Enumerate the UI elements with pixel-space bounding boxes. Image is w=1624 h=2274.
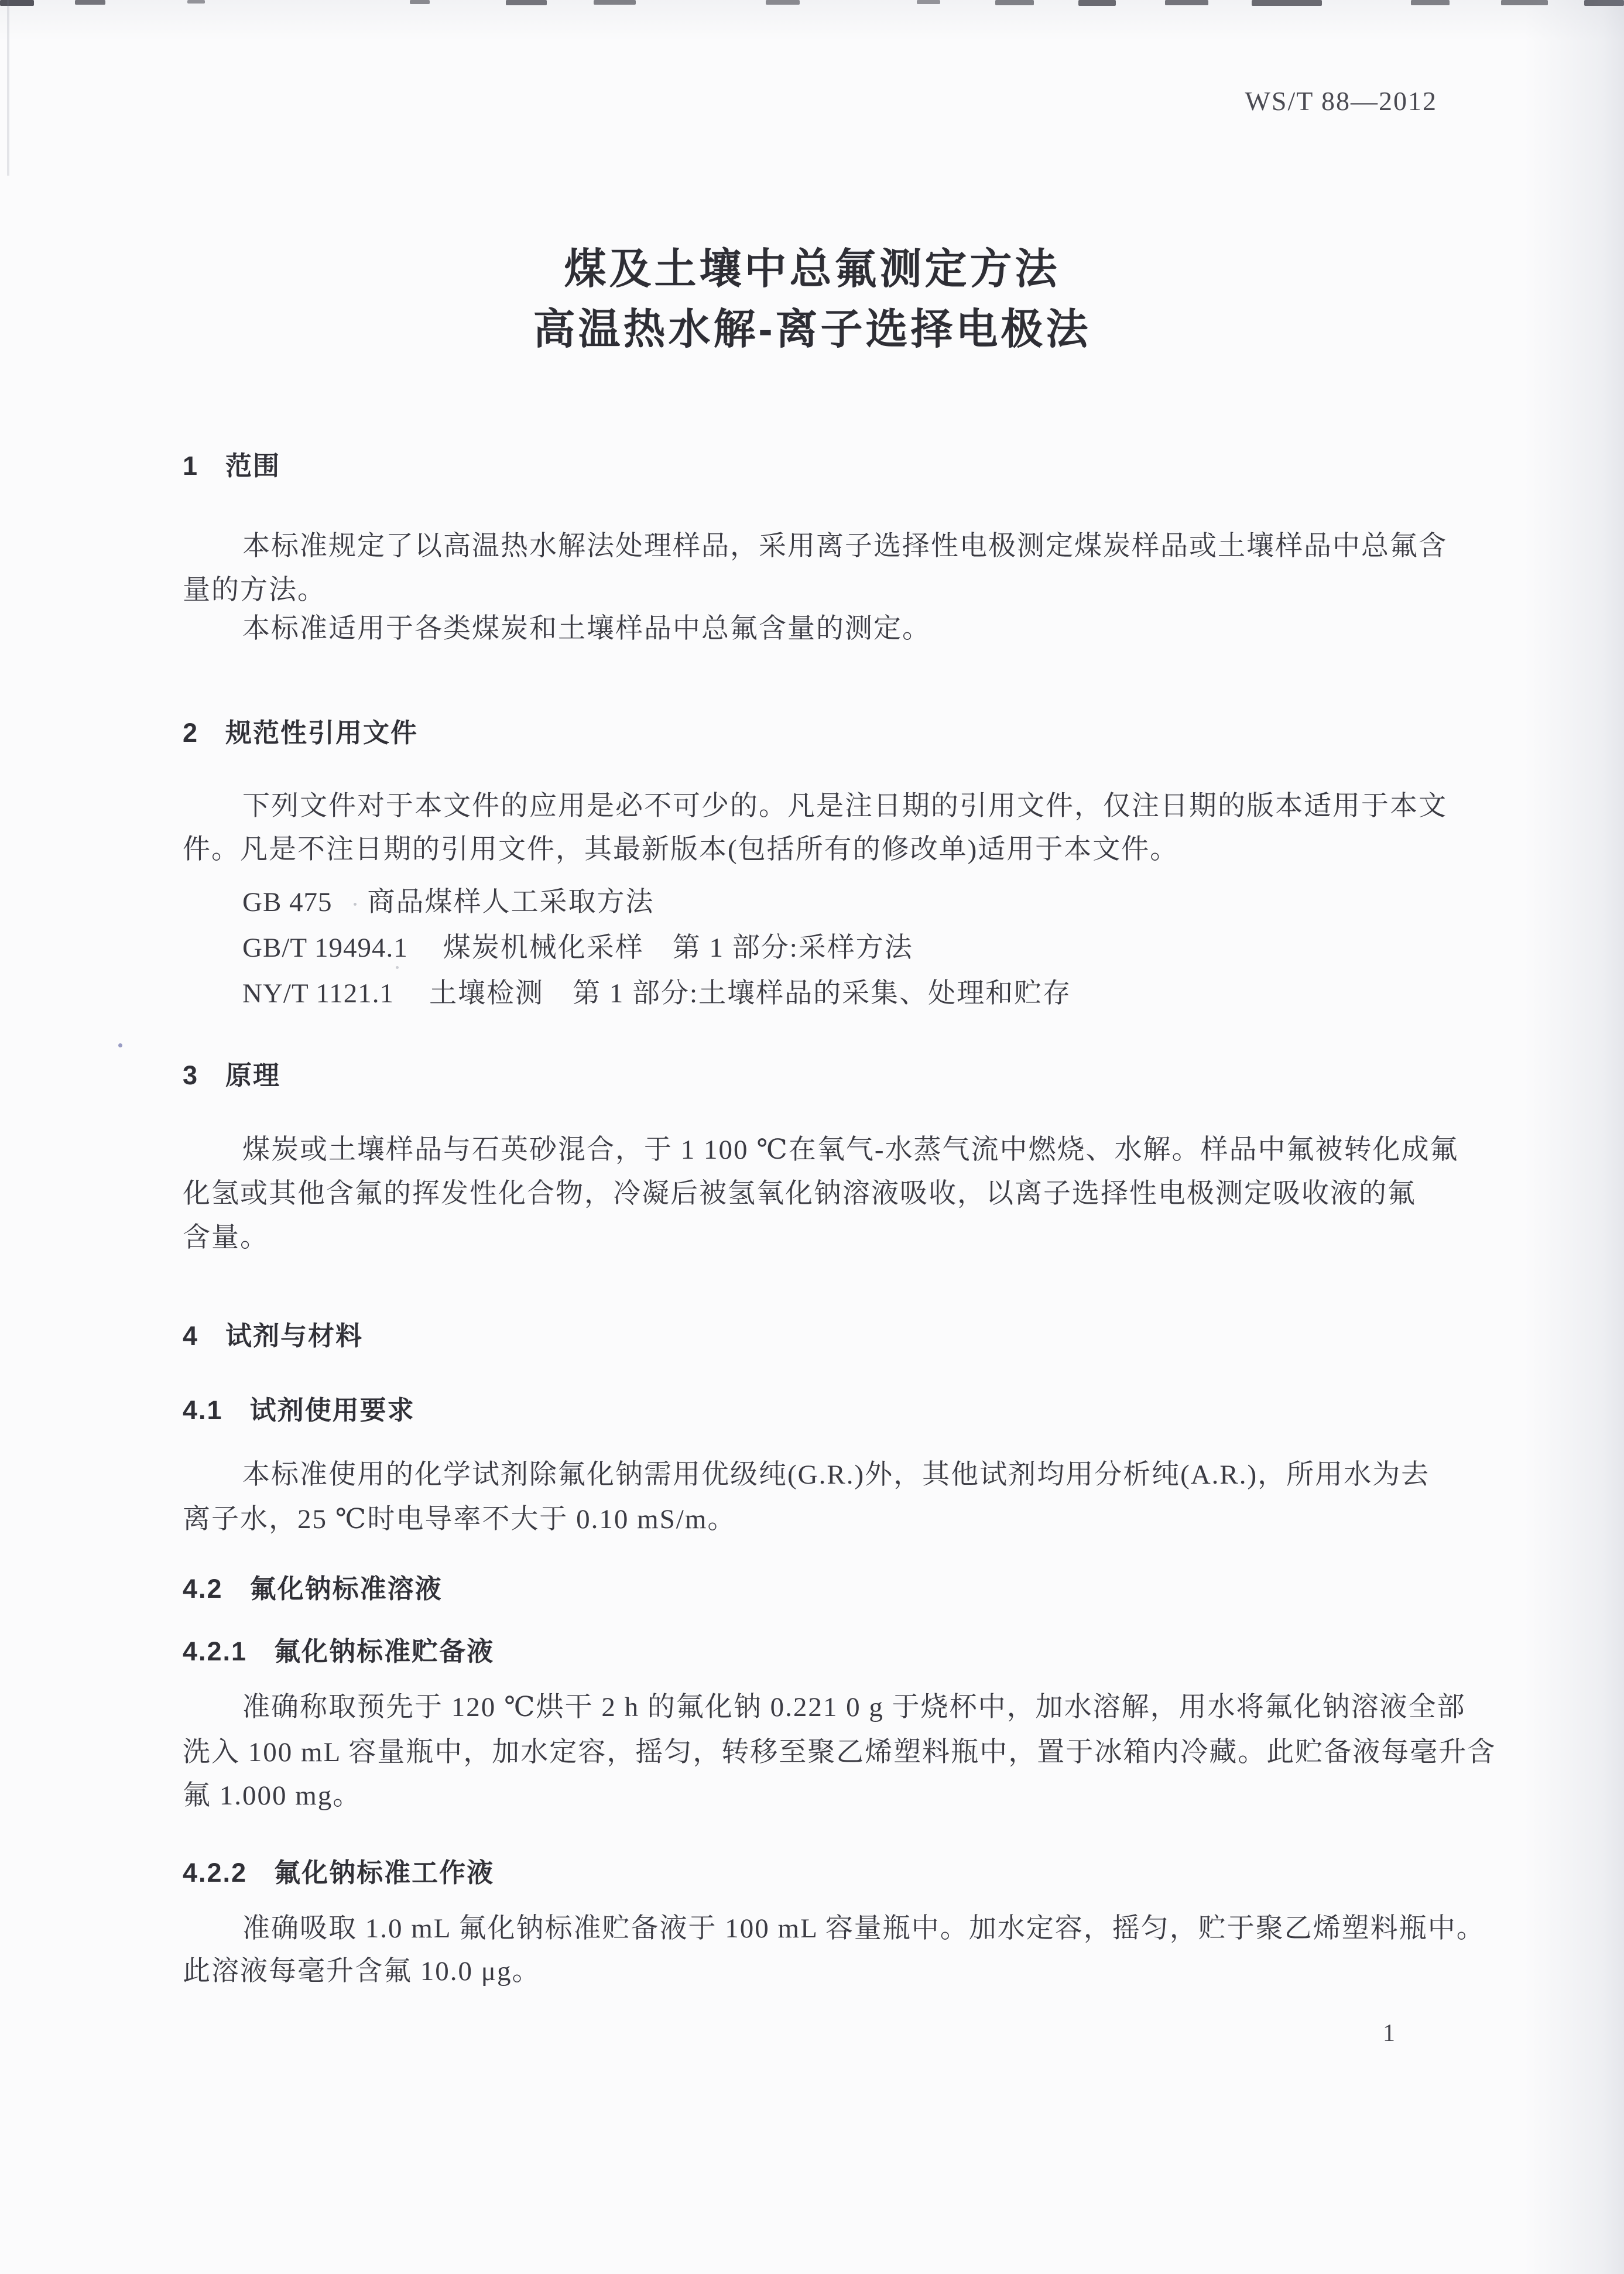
body-line: 量的方法。 (183, 575, 326, 605)
section-heading-1 (183, 444, 280, 482)
section-number: 4 (183, 1321, 199, 1351)
section-title: 氟化钠标准溶液 (249, 1574, 443, 1604)
body-line: 氟 1.000 mg。 (183, 1780, 362, 1811)
scan-artifact-dot (118, 1043, 122, 1047)
scan-artifact-dot (396, 966, 399, 969)
section-heading-4 (183, 1314, 363, 1352)
scan-artifact-dash (995, 0, 1034, 5)
section-title: 氟化钠标准贮备液 (274, 1636, 495, 1666)
scan-artifact-dash (506, 0, 547, 5)
section-title: 规范性引用文件 (225, 718, 419, 748)
section-number: 4.2.2 (183, 1858, 248, 1888)
section-number: 4.1 (183, 1395, 223, 1425)
section-number: 4.2 (183, 1574, 223, 1604)
body-line: 洗入 100 mL 容量瓶中，加水定容，摇匀，转移至聚乙烯塑料瓶中，置于冰箱内冷藏。此贮备液每毫升含 (183, 1737, 1496, 1768)
section-number: 3 (183, 1060, 199, 1090)
reference-title: 煤炭机械化采样 第 1 部分:采样方法 (443, 933, 913, 963)
scan-artifact-dash (410, 0, 430, 4)
section-number: 2 (183, 718, 199, 748)
scan-artifact-edge (7, 0, 9, 176)
scan-artifact-dash (766, 0, 800, 5)
section-heading-4-2-1 (183, 1630, 494, 1668)
body-line: 本标准使用的化学试剂除氟化钠需用优级纯(G.R.)外，其他试剂均用分析纯(A.R.)，所用水为去 (242, 1460, 1430, 1490)
section-title: 原理 (225, 1060, 281, 1090)
body-line: 煤炭或土壤样品与石英砂混合，于 1 100 ℃在氧气-水蒸气流中燃烧、水解。样品中氟被转化成氟 (242, 1135, 1459, 1165)
body-line: 化氢或其他含氟的挥发性化合物，冷凝后被氢氧化钠溶液吸收，以离子选择性电极测定吸收液的氟 (183, 1179, 1416, 1209)
body-line: 下列文件对于本文件的应用是必不可少的。凡是注日期的引用文件，仅注日期的版本适用于本文 (242, 791, 1447, 821)
reference-line (242, 880, 655, 919)
reference-line (242, 926, 913, 965)
body-line: 此溶液每毫升含氟 10.0 μg。 (183, 1956, 541, 1987)
page-number: 1 (1383, 2020, 1395, 2047)
body-line: 件。凡是不注日期的引用文件，其最新版本(包括所有的修改单)适用于本文件。 (183, 834, 1179, 865)
scan-artifact-dash (917, 0, 940, 4)
section-title: 试剂与材料 (225, 1321, 364, 1351)
reference-title: 土壤检测 第 1 部分:土壤样品的采集、处理和贮存 (429, 978, 1072, 1009)
scan-artifact-dash (75, 0, 105, 5)
reference-title: 商品煤样人工采取方法 (367, 887, 655, 917)
body-line: 离子水，25 ℃时电导率不大于 0.10 mS/m。 (183, 1504, 736, 1535)
body-line: 准确称取预先于 120 ℃烘干 2 h 的氟化钠 0.221 0 g 于烧杯中，加水溶解，用水将氟化钠溶液全部 (242, 1692, 1466, 1722)
scan-artifact-dash (1501, 0, 1548, 5)
body-line: 准确吸取 1.0 mL 氟化钠标准贮备液于 100 mL 容量瓶中。加水定容，摇匀，贮于聚乙烯塑料瓶中。 (242, 1913, 1485, 1944)
document-title-line-2: 高温热水解-离子选择电极法 (533, 306, 1091, 353)
scan-artifact-dash (1078, 0, 1116, 6)
body-line: 含量。 (183, 1222, 269, 1253)
section-title: 范围 (225, 451, 281, 481)
document-title-line-1: 煤及土壤中总氟测定方法 (564, 246, 1060, 293)
standard-code: WS/T 88—2012 (1245, 86, 1437, 116)
scan-artifact-dash (594, 0, 636, 5)
scan-artifact-dash (1165, 0, 1208, 5)
reference-code: NY/T 1121.1 (242, 978, 395, 1009)
scan-artifact-dash (1252, 0, 1322, 6)
body-line: 本标准适用于各类煤炭和土壤样品中总氟含量的测定。 (242, 614, 931, 644)
section-title: 试剂使用要求 (249, 1395, 415, 1425)
scan-artifact-dash (187, 0, 205, 4)
reference-code: GB 475 (242, 887, 333, 917)
scan-artifact-dash (1411, 0, 1450, 5)
section-heading-4-1 (183, 1389, 415, 1427)
section-title: 氟化钠标准工作液 (274, 1858, 495, 1888)
section-number: 1 (183, 451, 199, 481)
section-heading-3 (183, 1054, 280, 1092)
reference-line (242, 971, 1071, 1011)
body-line: 本标准规定了以高温热水解法处理样品，采用离子选择性电极测定煤炭样品或土壤样品中总氟含 (242, 531, 1447, 561)
section-number: 4.2.1 (183, 1636, 248, 1666)
reference-code: GB/T 19494.1 (242, 933, 408, 963)
section-heading-4-2 (183, 1567, 443, 1605)
section-heading-2 (183, 711, 418, 749)
scan-artifact-dash (0, 0, 34, 6)
section-heading-4-2-2 (183, 1851, 494, 1889)
scan-artifact-dash (1584, 0, 1624, 6)
